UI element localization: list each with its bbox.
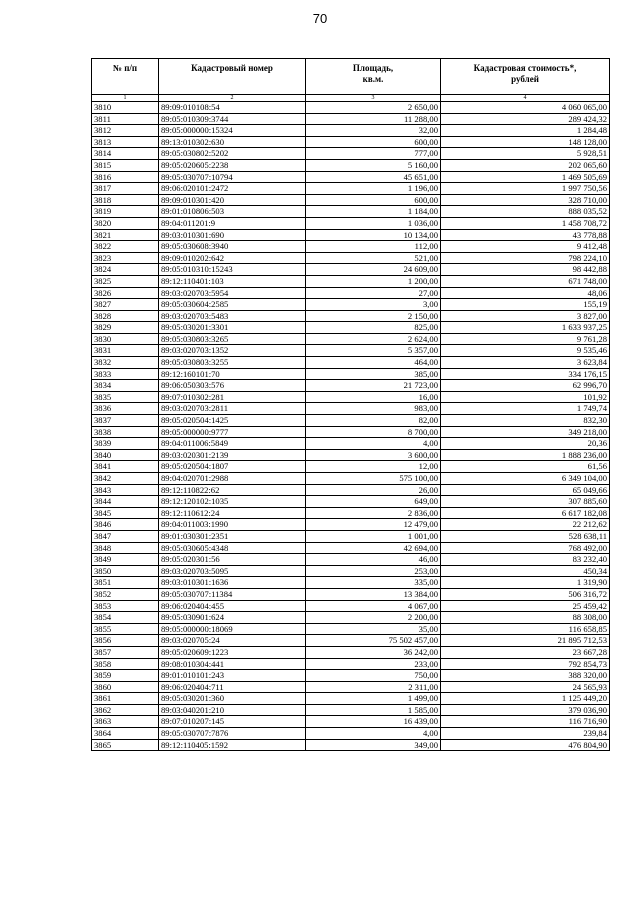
cadastral-cost-cell: 1 633 937,25 <box>441 322 610 334</box>
row-number-cell: 3815 <box>92 159 159 171</box>
cadastral-number-cell: 89:05:010310:15243 <box>159 264 306 276</box>
cadastral-cost-cell: 792 854,73 <box>441 658 610 670</box>
cadastral-cost-cell: 289 424,32 <box>441 113 610 125</box>
row-number-cell: 3840 <box>92 449 159 461</box>
cadastral-cost-cell: 23 667,28 <box>441 646 610 658</box>
cadastral-number-cell: 89:05:020504:1425 <box>159 415 306 427</box>
cadastral-number-cell: 89:09:010202:642 <box>159 252 306 264</box>
table-row <box>92 299 610 311</box>
column-number-4: 4 <box>441 95 610 102</box>
table-row <box>92 658 610 670</box>
cadastral-cost-cell: 1 125 449,20 <box>441 693 610 705</box>
row-number-cell: 3861 <box>92 693 159 705</box>
area-cell: 750,00 <box>306 670 441 682</box>
cadastral-cost-cell: 6 617 182,08 <box>441 507 610 519</box>
table-row <box>92 403 610 415</box>
area-cell: 26,00 <box>306 484 441 496</box>
cadastral-cost-cell: 101,92 <box>441 391 610 403</box>
table-row <box>92 577 610 589</box>
area-cell: 12 479,00 <box>306 519 441 531</box>
cadastral-number-cell: 89:03:040201:210 <box>159 704 306 716</box>
table-row <box>92 646 610 658</box>
row-number-cell: 3860 <box>92 681 159 693</box>
row-number-cell: 3814 <box>92 148 159 160</box>
row-number-cell: 3852 <box>92 588 159 600</box>
cadastral-cost-cell: 349 218,00 <box>441 426 610 438</box>
table-row <box>92 704 610 716</box>
area-cell: 11 288,00 <box>306 113 441 125</box>
cadastral-cost-cell: 88 308,00 <box>441 612 610 624</box>
table-row <box>92 635 610 647</box>
area-cell: 983,00 <box>306 403 441 415</box>
cadastral-cost-cell: 1 284,48 <box>441 125 610 137</box>
cadastral-number-cell: 89:05:030605:4348 <box>159 542 306 554</box>
cadastral-number-cell: 89:12:110612:24 <box>159 507 306 519</box>
cadastral-number-cell: 89:13:010302:630 <box>159 136 306 148</box>
table-row <box>92 241 610 253</box>
table-row <box>92 159 610 171</box>
area-cell: 600,00 <box>306 194 441 206</box>
area-cell: 1 184,00 <box>306 206 441 218</box>
cadastral-number-cell: 89:05:030901:624 <box>159 612 306 624</box>
cadastral-number-cell: 89:05:000000:18069 <box>159 623 306 635</box>
cadastral-cost-cell: 1 749,74 <box>441 403 610 415</box>
cadastral-number-cell: 89:05:030201:3301 <box>159 322 306 334</box>
table-row <box>92 275 610 287</box>
area-cell: 8 700,00 <box>306 426 441 438</box>
cadastral-cost-cell: 148 128,00 <box>441 136 610 148</box>
table-row <box>92 217 610 229</box>
row-number-cell: 3822 <box>92 241 159 253</box>
table-row <box>92 171 610 183</box>
cadastral-number-cell: 89:12:110401:103 <box>159 275 306 287</box>
column-number-2: 2 <box>159 95 306 102</box>
table-row <box>92 345 610 357</box>
area-cell: 2 624,00 <box>306 333 441 345</box>
area-cell: 2 650,00 <box>306 102 441 114</box>
cadastral-number-cell: 89:05:030707:11384 <box>159 588 306 600</box>
row-number-cell: 3813 <box>92 136 159 148</box>
table-row <box>92 113 610 125</box>
table-row <box>92 310 610 322</box>
cadastral-cost-cell: 1 458 708,72 <box>441 217 610 229</box>
cadastral-number-cell: 89:03:020703:5954 <box>159 287 306 299</box>
cadastral-cost-cell: 239,84 <box>441 728 610 740</box>
column-number-3: 3 <box>306 95 441 102</box>
table-body <box>92 102 610 751</box>
row-number-cell: 3833 <box>92 368 159 380</box>
area-cell: 112,00 <box>306 241 441 253</box>
table-row <box>92 438 610 450</box>
cadastral-cost-cell: 9 535,46 <box>441 345 610 357</box>
area-cell: 1 036,00 <box>306 217 441 229</box>
table-row <box>92 461 610 473</box>
header-cadastral-number: Кадастровый номер <box>159 59 306 95</box>
cadastral-cost-cell: 43 778,88 <box>441 229 610 241</box>
cadastral-number-cell: 89:03:010301:1636 <box>159 577 306 589</box>
row-number-cell: 3836 <box>92 403 159 415</box>
cadastral-number-cell: 89:04:011006:5849 <box>159 438 306 450</box>
table-row <box>92 716 610 728</box>
area-cell: 825,00 <box>306 322 441 334</box>
cadastral-number-cell: 89:05:030707:7876 <box>159 728 306 740</box>
row-number-cell: 3844 <box>92 496 159 508</box>
cadastral-number-cell: 89:12:110822:62 <box>159 484 306 496</box>
cadastral-number-cell: 89:03:020703:1352 <box>159 345 306 357</box>
cadastral-cost-cell: 476 804,90 <box>441 739 610 751</box>
row-number-cell: 3857 <box>92 646 159 658</box>
cadastral-number-cell: 89:03:020705:24 <box>159 635 306 647</box>
area-cell: 4,00 <box>306 728 441 740</box>
table-row <box>92 206 610 218</box>
header-number: № п/п <box>92 59 159 95</box>
header-area-line2: кв.м. <box>362 74 384 85</box>
cadastral-cost-cell: 450,34 <box>441 565 610 577</box>
cadastral-number-cell: 89:06:020101:2472 <box>159 183 306 195</box>
table-row <box>92 229 610 241</box>
row-number-cell: 3865 <box>92 739 159 751</box>
cadastral-number-cell: 89:05:030201:360 <box>159 693 306 705</box>
table-row <box>92 623 610 635</box>
area-cell: 16,00 <box>306 391 441 403</box>
area-cell: 16 439,00 <box>306 716 441 728</box>
cadastral-cost-cell: 334 176,15 <box>441 368 610 380</box>
row-number-cell: 3810 <box>92 102 159 114</box>
cadastral-cost-cell: 1 888 236,00 <box>441 449 610 461</box>
cadastral-number-cell: 89:03:020703:5483 <box>159 310 306 322</box>
cadastral-number-cell: 89:04:020701:2988 <box>159 473 306 485</box>
row-number-cell: 3863 <box>92 716 159 728</box>
area-cell: 2 311,00 <box>306 681 441 693</box>
cadastral-cost-cell: 4 060 065,00 <box>441 102 610 114</box>
area-cell: 233,00 <box>306 658 441 670</box>
cadastral-number-cell: 89:05:030604:2585 <box>159 299 306 311</box>
row-number-cell: 3831 <box>92 345 159 357</box>
cadastral-cost-cell: 202 065,60 <box>441 159 610 171</box>
area-cell: 21 723,00 <box>306 380 441 392</box>
cadastral-number-cell: 89:09:010301:420 <box>159 194 306 206</box>
cadastral-cost-cell: 22 212,62 <box>441 519 610 531</box>
cadastral-number-cell: 89:04:011003:1990 <box>159 519 306 531</box>
row-number-cell: 3821 <box>92 229 159 241</box>
table-row <box>92 473 610 485</box>
row-number-cell: 3819 <box>92 206 159 218</box>
cadastral-cost-cell: 98 442,88 <box>441 264 610 276</box>
row-number-cell: 3858 <box>92 658 159 670</box>
cadastral-cost-cell: 65 049,66 <box>441 484 610 496</box>
cadastral-number-cell: 89:07:010207:145 <box>159 716 306 728</box>
cadastral-cost-cell: 116 658,85 <box>441 623 610 635</box>
table-row <box>92 449 610 461</box>
table-row <box>92 183 610 195</box>
cadastral-cost-cell: 61,56 <box>441 461 610 473</box>
area-cell: 335,00 <box>306 577 441 589</box>
cadastral-cost-cell: 768 492,00 <box>441 542 610 554</box>
row-number-cell: 3832 <box>92 357 159 369</box>
cadastral-number-cell: 89:03:020301:2139 <box>159 449 306 461</box>
area-cell: 4,00 <box>306 438 441 450</box>
row-number-cell: 3842 <box>92 473 159 485</box>
cadastral-cost-cell: 62 996,70 <box>441 380 610 392</box>
cadastral-number-cell: 89:01:010806:503 <box>159 206 306 218</box>
cadastral-number-cell: 89:05:030803:3265 <box>159 333 306 345</box>
cadastral-number-cell: 89:05:020301:56 <box>159 554 306 566</box>
cadastral-number-cell: 89:05:000000:9777 <box>159 426 306 438</box>
row-number-cell: 3811 <box>92 113 159 125</box>
table-row <box>92 287 610 299</box>
area-cell: 1 196,00 <box>306 183 441 195</box>
cadastral-cost-cell: 1 319,90 <box>441 577 610 589</box>
table-row <box>92 542 610 554</box>
header-cost-line1: Кадастровая стоимость*, <box>473 63 577 73</box>
table-row <box>92 333 610 345</box>
area-cell: 36 242,00 <box>306 646 441 658</box>
area-cell: 82,00 <box>306 415 441 427</box>
cadastral-number-cell: 89:05:010309:3744 <box>159 113 306 125</box>
cadastral-number-cell: 89:03:020703:5095 <box>159 565 306 577</box>
cadastral-cost-cell: 21 895 712,53 <box>441 635 610 647</box>
area-cell: 3,00 <box>306 299 441 311</box>
cadastral-number-cell: 89:04:011201:9 <box>159 217 306 229</box>
row-number-cell: 3839 <box>92 438 159 450</box>
cadastral-cost-cell: 9 412,48 <box>441 241 610 253</box>
row-number-cell: 3841 <box>92 461 159 473</box>
table-row <box>92 136 610 148</box>
row-number-cell: 3850 <box>92 565 159 577</box>
page-number: 70 <box>312 11 328 26</box>
area-cell: 5 160,00 <box>306 159 441 171</box>
cadastral-cost-cell: 116 716,90 <box>441 716 610 728</box>
cadastral-cost-cell: 832,30 <box>441 415 610 427</box>
row-number-cell: 3859 <box>92 670 159 682</box>
cadastral-number-cell: 89:05:030802:5202 <box>159 148 306 160</box>
row-number-cell: 3862 <box>92 704 159 716</box>
area-cell: 1 200,00 <box>306 275 441 287</box>
row-number-cell: 3851 <box>92 577 159 589</box>
cadastral-number-cell: 89:12:120102:1035 <box>159 496 306 508</box>
header-cadastral-cost <box>441 59 610 95</box>
row-number-cell: 3818 <box>92 194 159 206</box>
cadastral-number-cell: 89:01:030301:2351 <box>159 530 306 542</box>
row-number-cell: 3835 <box>92 391 159 403</box>
column-number-1: 1 <box>92 95 159 102</box>
cadastral-cost-cell: 388 320,00 <box>441 670 610 682</box>
area-cell: 46,00 <box>306 554 441 566</box>
table-row <box>92 554 610 566</box>
area-cell: 464,00 <box>306 357 441 369</box>
row-number-cell: 3816 <box>92 171 159 183</box>
row-number-cell: 3837 <box>92 415 159 427</box>
cadastral-cost-cell: 5 928,51 <box>441 148 610 160</box>
cadastral-number-cell: 89:12:160101:70 <box>159 368 306 380</box>
cadastral-cost-cell: 307 885,60 <box>441 496 610 508</box>
row-number-cell: 3843 <box>92 484 159 496</box>
table-row <box>92 252 610 264</box>
table-row <box>92 322 610 334</box>
row-number-cell: 3827 <box>92 299 159 311</box>
cadastral-number-cell: 89:05:030803:3255 <box>159 357 306 369</box>
table-row <box>92 391 610 403</box>
cadastral-cost-cell: 506 316,72 <box>441 588 610 600</box>
table-row <box>92 507 610 519</box>
table-row <box>92 588 610 600</box>
area-cell: 13 384,00 <box>306 588 441 600</box>
table-row <box>92 739 610 751</box>
table-row <box>92 600 610 612</box>
table-row <box>92 728 610 740</box>
table-row <box>92 496 610 508</box>
area-cell: 5 357,00 <box>306 345 441 357</box>
row-number-cell: 3830 <box>92 333 159 345</box>
row-number-cell: 3817 <box>92 183 159 195</box>
row-number-cell: 3849 <box>92 554 159 566</box>
cadastral-number-cell: 89:03:020703:2811 <box>159 403 306 415</box>
table-row <box>92 612 610 624</box>
table-row <box>92 565 610 577</box>
cadastral-cost-cell: 25 459,42 <box>441 600 610 612</box>
cadastral-cost-cell: 3 623,84 <box>441 357 610 369</box>
row-number-cell: 3855 <box>92 623 159 635</box>
table-row <box>92 693 610 705</box>
row-number-cell: 3828 <box>92 310 159 322</box>
cadastral-cost-cell: 1 997 750,56 <box>441 183 610 195</box>
row-number-cell: 3848 <box>92 542 159 554</box>
cadastral-number-cell: 89:06:050303:576 <box>159 380 306 392</box>
row-number-cell: 3845 <box>92 507 159 519</box>
row-number-cell: 3812 <box>92 125 159 137</box>
cadastral-number-cell: 89:05:020609:1223 <box>159 646 306 658</box>
table-row <box>92 264 610 276</box>
cadastral-number-cell: 89:09:010108:54 <box>159 102 306 114</box>
area-cell: 45 651,00 <box>306 171 441 183</box>
area-cell: 35,00 <box>306 623 441 635</box>
area-cell: 2 150,00 <box>306 310 441 322</box>
area-cell: 32,00 <box>306 125 441 137</box>
cadastral-cost-cell: 1 469 505,69 <box>441 171 610 183</box>
area-cell: 24 609,00 <box>306 264 441 276</box>
cadastral-number-cell: 89:06:020404:711 <box>159 681 306 693</box>
cadastral-cost-cell: 888 035,52 <box>441 206 610 218</box>
row-number-cell: 3846 <box>92 519 159 531</box>
row-number-cell: 3838 <box>92 426 159 438</box>
area-cell: 2 200,00 <box>306 612 441 624</box>
cadastral-cost-cell: 9 761,28 <box>441 333 610 345</box>
cadastral-cost-cell: 48,06 <box>441 287 610 299</box>
table-row <box>92 530 610 542</box>
cadastral-number-cell: 89:08:010304:441 <box>159 658 306 670</box>
table-row <box>92 519 610 531</box>
cadastral-cost-cell: 155,19 <box>441 299 610 311</box>
table-row <box>92 670 610 682</box>
area-cell: 575 100,00 <box>306 473 441 485</box>
area-cell: 3 600,00 <box>306 449 441 461</box>
cadastral-cost-cell: 379 036,90 <box>441 704 610 716</box>
cadastral-cost-cell: 798 224,10 <box>441 252 610 264</box>
row-number-cell: 3829 <box>92 322 159 334</box>
cadastral-cost-cell: 671 748,00 <box>441 275 610 287</box>
header-area-line1: Площадь, <box>352 63 394 73</box>
area-cell: 253,00 <box>306 565 441 577</box>
area-cell: 2 836,00 <box>306 507 441 519</box>
table-row <box>92 681 610 693</box>
cadastral-cost-cell: 83 232,40 <box>441 554 610 566</box>
cadastral-number-cell: 89:05:030608:3940 <box>159 241 306 253</box>
cadastral-table <box>91 58 610 751</box>
cadastral-cost-cell: 20,36 <box>441 438 610 450</box>
header-cost-line2: рублей <box>511 74 539 85</box>
row-number-cell: 3853 <box>92 600 159 612</box>
area-cell: 349,00 <box>306 739 441 751</box>
area-cell: 42 694,00 <box>306 542 441 554</box>
row-number-cell: 3823 <box>92 252 159 264</box>
row-number-cell: 3825 <box>92 275 159 287</box>
area-cell: 75 502 457,00 <box>306 635 441 647</box>
table-row <box>92 426 610 438</box>
area-cell: 1 001,00 <box>306 530 441 542</box>
cadastral-number-cell: 89:05:020605:2238 <box>159 159 306 171</box>
area-cell: 385,00 <box>306 368 441 380</box>
row-number-cell: 3864 <box>92 728 159 740</box>
row-number-cell: 3824 <box>92 264 159 276</box>
area-cell: 27,00 <box>306 287 441 299</box>
area-cell: 649,00 <box>306 496 441 508</box>
area-cell: 1 499,00 <box>306 693 441 705</box>
header-area <box>306 59 441 95</box>
row-number-cell: 3854 <box>92 612 159 624</box>
table-row <box>92 484 610 496</box>
cadastral-number-cell: 89:05:000000:15324 <box>159 125 306 137</box>
area-cell: 10 134,00 <box>306 229 441 241</box>
row-number-cell: 3856 <box>92 635 159 647</box>
table-row <box>92 125 610 137</box>
area-cell: 1 585,00 <box>306 704 441 716</box>
cadastral-cost-cell: 24 565,93 <box>441 681 610 693</box>
row-number-cell: 3820 <box>92 217 159 229</box>
table-row <box>92 148 610 160</box>
table-row <box>92 380 610 392</box>
cadastral-number-cell: 89:01:010101:243 <box>159 670 306 682</box>
area-cell: 600,00 <box>306 136 441 148</box>
cadastral-number-cell: 89:12:110405:1592 <box>159 739 306 751</box>
table-row <box>92 194 610 206</box>
area-cell: 777,00 <box>306 148 441 160</box>
cadastral-number-cell: 89:05:030707:10794 <box>159 171 306 183</box>
cadastral-cost-cell: 3 827,00 <box>441 310 610 322</box>
table-row <box>92 368 610 380</box>
table-row <box>92 357 610 369</box>
cadastral-number-cell: 89:06:020404:455 <box>159 600 306 612</box>
cadastral-number-cell: 89:05:020504:1807 <box>159 461 306 473</box>
cadastral-cost-cell: 528 638,11 <box>441 530 610 542</box>
table-row <box>92 102 610 114</box>
area-cell: 12,00 <box>306 461 441 473</box>
row-number-cell: 3826 <box>92 287 159 299</box>
cadastral-cost-cell: 6 349 104,00 <box>441 473 610 485</box>
area-cell: 4 067,00 <box>306 600 441 612</box>
cadastral-cost-cell: 328 710,00 <box>441 194 610 206</box>
area-cell: 521,00 <box>306 252 441 264</box>
table-row <box>92 415 610 427</box>
row-number-cell: 3834 <box>92 380 159 392</box>
cadastral-number-cell: 89:03:010301:690 <box>159 229 306 241</box>
row-number-cell: 3847 <box>92 530 159 542</box>
cadastral-number-cell: 89:07:010302:281 <box>159 391 306 403</box>
